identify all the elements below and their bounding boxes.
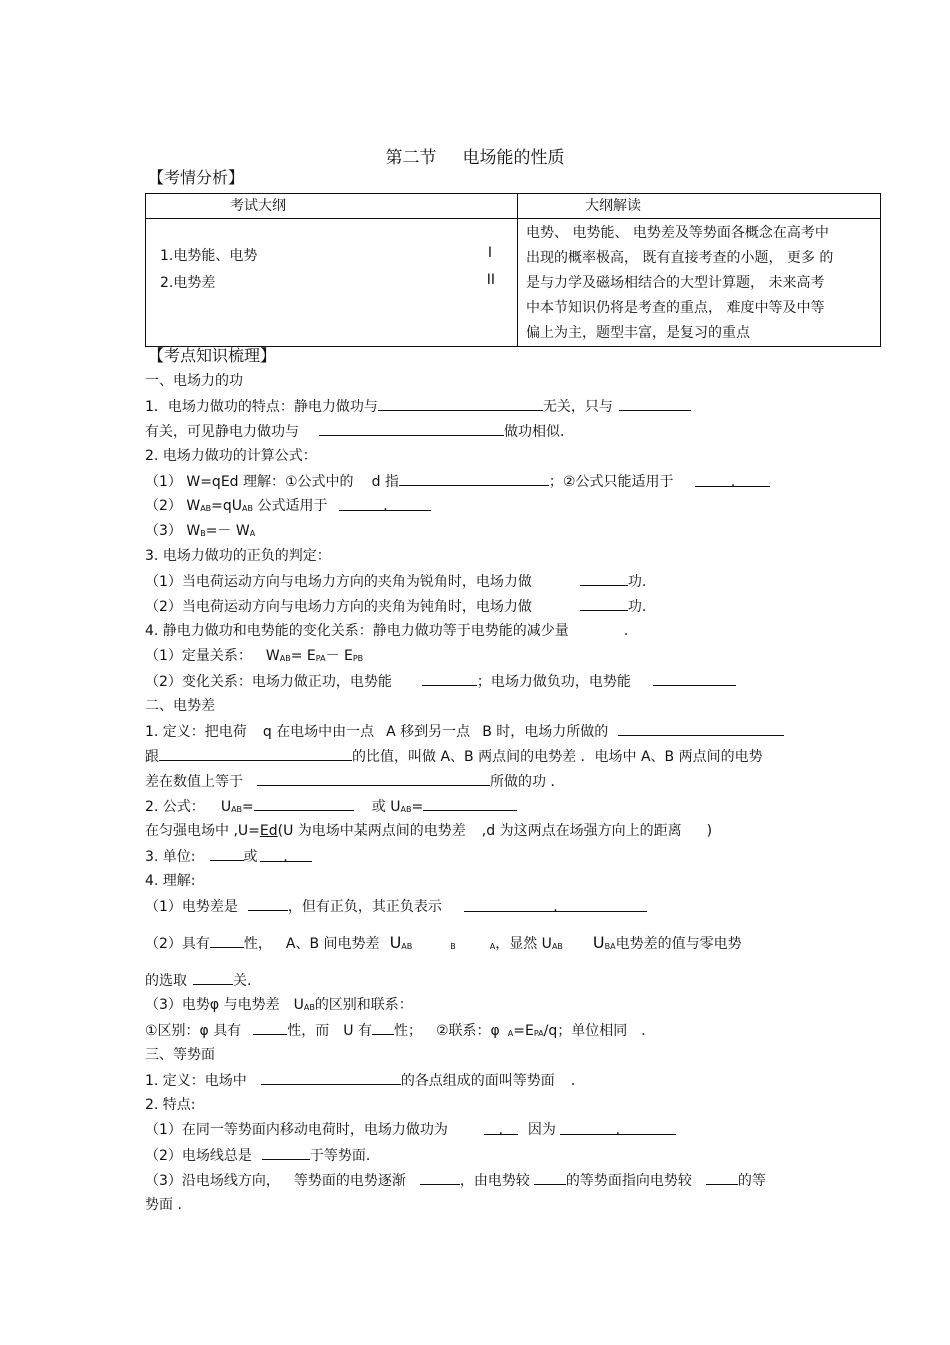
text: ． [641, 1023, 656, 1039]
sec2-u1 [145, 896, 647, 917]
subscript: AB [231, 805, 243, 814]
topic-potential-difference: 2.电势差 [160, 275, 216, 291]
blank-field[interactable] [210, 933, 244, 948]
sec2-u4 [145, 1020, 655, 1044]
text: 或 U [371, 799, 401, 815]
sec1-p1-line1 [145, 396, 691, 417]
sec1-p3: 3. 电场力做功的正负的判定： [145, 548, 331, 564]
blank-field[interactable] [580, 571, 628, 586]
subscript: AB [551, 942, 563, 951]
blank-field[interactable] [372, 1020, 394, 1035]
sec3-e1 [145, 1070, 585, 1091]
text: U [220, 799, 232, 815]
text: 4. 静电力做功和电势能的变化关系：静电力做功等于电势能的减少量 [145, 623, 569, 639]
dot: . [730, 474, 736, 490]
text: 3. 单位: [145, 849, 196, 865]
subscript: AB [401, 942, 413, 951]
text: 的各点组成的面叫等势面 [400, 1073, 555, 1089]
text: 或 [243, 849, 258, 865]
text: U [389, 933, 402, 952]
text: 所做的功 ． [490, 774, 565, 790]
sec1-p2-3 [145, 521, 255, 544]
exam-outline-table [145, 193, 881, 347]
text: 功. [627, 574, 647, 590]
text: A、B 间电势差 [285, 936, 380, 952]
text: U 有 [343, 1023, 372, 1039]
sec1-title: 一、电场力的功 [145, 373, 243, 389]
sec1-p3-2 [145, 596, 646, 617]
sec2-def-line1 [145, 721, 784, 742]
text: ②联系：φ [435, 1023, 500, 1039]
dot: . [283, 849, 288, 865]
text: ；电场力做负功，电势能 [476, 674, 631, 690]
text: Ed [259, 823, 278, 839]
blank-field[interactable] [378, 396, 543, 411]
text: U [592, 933, 605, 952]
text: 性，而 [287, 1023, 330, 1039]
sec2-uniform-field [145, 821, 712, 841]
text: 等势面的电势逐渐 [293, 1173, 406, 1189]
sec3-e3 [145, 1120, 676, 1140]
column-header-interpretation: 大纲解读 [518, 194, 881, 219]
sec1-p4-1 [145, 646, 363, 669]
sec3-title: 三、等势面 [145, 1047, 215, 1063]
text: （1）当电荷运动方向与电场力方向的夹角为锐角时，电场力做 [145, 574, 532, 590]
level-ii: II [486, 272, 495, 288]
subscript: BA [604, 942, 616, 951]
table-row [146, 219, 881, 347]
interpretation-line: 是与力学及磁场相结合的大型计算题， 未来高考 [526, 275, 825, 291]
exam-analysis-heading: 【考情分析】 [148, 168, 245, 187]
text: 因为 [527, 1122, 556, 1138]
text: 1. 定义：把电荷 [145, 724, 247, 740]
sec1-p4 [145, 621, 628, 641]
text: （2） W [145, 498, 201, 514]
text: （2）变化关系：电场力做正功，电势能 [145, 674, 392, 690]
text: 差在数值上等于 [145, 774, 243, 790]
sec2-unit [145, 846, 312, 867]
text: 的等势面指向电势较 [565, 1173, 692, 1189]
text: 性； [393, 1023, 422, 1039]
text: 的等 [737, 1173, 766, 1189]
text: 关. [233, 973, 252, 989]
text: ，显然 U [495, 936, 552, 952]
text: = E [290, 648, 316, 664]
text: B 时，电场力所做的 [482, 724, 609, 740]
sec3-e2: 2. 特点: [145, 1097, 196, 1113]
dot: . [615, 1122, 621, 1138]
text: 1. 定义：电场中 [145, 1073, 247, 1089]
text: =qU [211, 498, 243, 514]
text: （1）在同一等势面内移动电荷时，电场力做功为 [145, 1122, 448, 1138]
topic-electric-potential-energy: 1.电势能、电势 [160, 248, 258, 264]
subscript: PB [352, 654, 364, 663]
text: =－ W [205, 523, 250, 539]
blank-field[interactable] [653, 671, 736, 686]
text: ，但有正负，其正负表示 [287, 899, 442, 915]
text: 在匀强电场中 ,U= [145, 823, 260, 839]
text: ) [706, 823, 713, 839]
interpretation-line: 电势、 电势能、 电势差及等势面各概念在高考中 [526, 225, 829, 241]
blank-field[interactable] [422, 671, 477, 686]
text: （2）电场线总是 [145, 1148, 252, 1164]
subscript: AB [279, 654, 291, 663]
blank-field[interactable] [706, 1170, 738, 1185]
knowledge-heading: 【考点知识梳理】 [148, 346, 277, 365]
subscript: AB [242, 504, 254, 513]
sec2-def-line3 [145, 771, 564, 792]
sec2-def-line2 [145, 746, 763, 767]
sec2-u2-cont [145, 970, 251, 991]
text: 性， [243, 936, 272, 952]
text: 的选取 [145, 973, 187, 989]
blank-field[interactable] [534, 1170, 566, 1185]
text: （2）具有 [145, 936, 210, 952]
text: （1） W=qEd 理解：①公式中的 [145, 474, 354, 490]
text: 1．电场力做功的特点：静电力做功与 [145, 399, 378, 415]
text: 电势差的值与零电势 [615, 936, 742, 952]
text: (U 为电场中某两点间的电势差 [277, 823, 466, 839]
text: . [623, 623, 629, 639]
blank-field[interactable] [159, 746, 352, 761]
text: 公式适用于 [253, 498, 328, 514]
blank-field[interactable] [260, 847, 312, 865]
sec3-e6: 势面 . [145, 1197, 182, 1213]
subscript: AB [200, 504, 212, 513]
text: 做功相似． [504, 424, 574, 440]
section-name: 电场能的性质 [462, 148, 565, 168]
subscript: AB [303, 1003, 315, 1012]
blank-field[interactable] [695, 472, 770, 490]
sec1-p2-1 [145, 471, 770, 492]
blank-field[interactable] [253, 1020, 287, 1035]
text: A 移到另一点 [386, 724, 471, 740]
column-header-outline: 考试大纲 [146, 194, 518, 219]
subscript: B [200, 529, 206, 538]
blank-field[interactable] [319, 421, 504, 436]
dot: . [383, 498, 388, 514]
sec1-p3-1 [145, 571, 646, 592]
text: ． [570, 1073, 585, 1089]
text: ①区别：φ 具有 [145, 1023, 242, 1039]
blank-field[interactable] [580, 596, 628, 611]
text: （3） W [145, 523, 201, 539]
subscript: A [507, 1029, 514, 1038]
subscript: PA [533, 1029, 544, 1038]
blank-field[interactable] [193, 970, 233, 985]
text: （1）定量关系： [145, 648, 252, 664]
sec1-p2: 2. 电场力做功的计算公式： [145, 448, 317, 464]
page-title [0, 143, 950, 168]
subscript: A [249, 529, 256, 538]
sec1-p4-2 [145, 671, 736, 692]
interpretation-line: 中本节知识仍将是考查的重点， 难度中等及中等 [526, 300, 825, 316]
blank-field[interactable] [339, 496, 431, 514]
text: 的比值，叫做 A、B 两点间的电势差 ．电场中 A、B 两点间的电势 [352, 749, 763, 765]
level-i: I [487, 245, 492, 261]
text: （1）电势差是 [145, 899, 238, 915]
subscript: A [489, 942, 496, 951]
blank-field[interactable] [399, 471, 549, 486]
dot: . [553, 899, 558, 915]
blank-field[interactable] [262, 1145, 310, 1160]
text: 有关，可见静电力做功与 [145, 424, 299, 440]
interpretation-line: 出现的概率极高， 既有直接考查的小题， 更多 的 [526, 250, 834, 266]
topic-cell [146, 219, 518, 347]
text: 2. 公式： [145, 799, 205, 815]
sec2-u2 [145, 933, 742, 957]
sec1-p1-line2 [145, 421, 574, 442]
subscript: PA [315, 654, 326, 663]
table-header-row [146, 194, 881, 219]
text: =E [513, 1023, 534, 1039]
subscript: AB [400, 805, 412, 814]
blank-field[interactable] [254, 796, 354, 811]
text: 跟 [145, 749, 159, 765]
text: 于等势面． [309, 1148, 380, 1164]
text: ,d 为这两点在场强方向上的距离 [481, 823, 682, 839]
blank-field[interactable] [464, 897, 647, 915]
blank-field[interactable] [619, 396, 691, 411]
sec2-understanding: 4. 理解: [145, 873, 196, 889]
sec1-p2-2 [145, 496, 431, 519]
blank-field[interactable] [257, 771, 490, 786]
text: q 在电场中由一点 [262, 724, 375, 740]
section-number: 第二节 [385, 148, 437, 168]
subscript: B [450, 942, 456, 951]
sec2-formula: 2. 公式： UAB= 或 UAB= [145, 796, 517, 820]
text: （3）电势φ 与电势差 [145, 997, 280, 1013]
text: ；②公式只能适用于 [548, 474, 674, 490]
blank-field[interactable] [261, 1070, 401, 1085]
text: 的区别和联系： [314, 997, 413, 1013]
text: 功. [627, 599, 647, 615]
blank-field[interactable] [423, 796, 517, 811]
text: ，由电势较 [459, 1173, 530, 1189]
blank-field[interactable] [420, 1170, 460, 1185]
text: W [265, 648, 280, 664]
text: U [293, 997, 304, 1013]
interpretation-line: 偏上为主，题型丰富，是复习的重点 [526, 325, 750, 341]
blank-field[interactable] [618, 721, 784, 736]
sec2-u3 [145, 995, 413, 1018]
sec3-e5 [145, 1170, 766, 1191]
blank-field[interactable] [484, 1120, 518, 1138]
blank-field[interactable] [210, 846, 244, 861]
interpretation-cell [518, 219, 881, 347]
blank-field[interactable] [560, 1120, 676, 1138]
text: （2）当电荷运动方向与电场力方向的夹角为钝角时，电场力做 [145, 599, 532, 615]
text: （3）沿电场线方向， [145, 1173, 280, 1189]
text: /q；单位相同 [543, 1023, 628, 1039]
blank-field[interactable] [248, 896, 288, 911]
sec3-e4 [145, 1145, 380, 1166]
sec2-title: 二、电势差 [145, 698, 215, 714]
text: － E [325, 648, 353, 664]
text: 无关，只与 [542, 399, 613, 415]
text: d 指 [371, 474, 399, 490]
dot: . [498, 1122, 504, 1138]
